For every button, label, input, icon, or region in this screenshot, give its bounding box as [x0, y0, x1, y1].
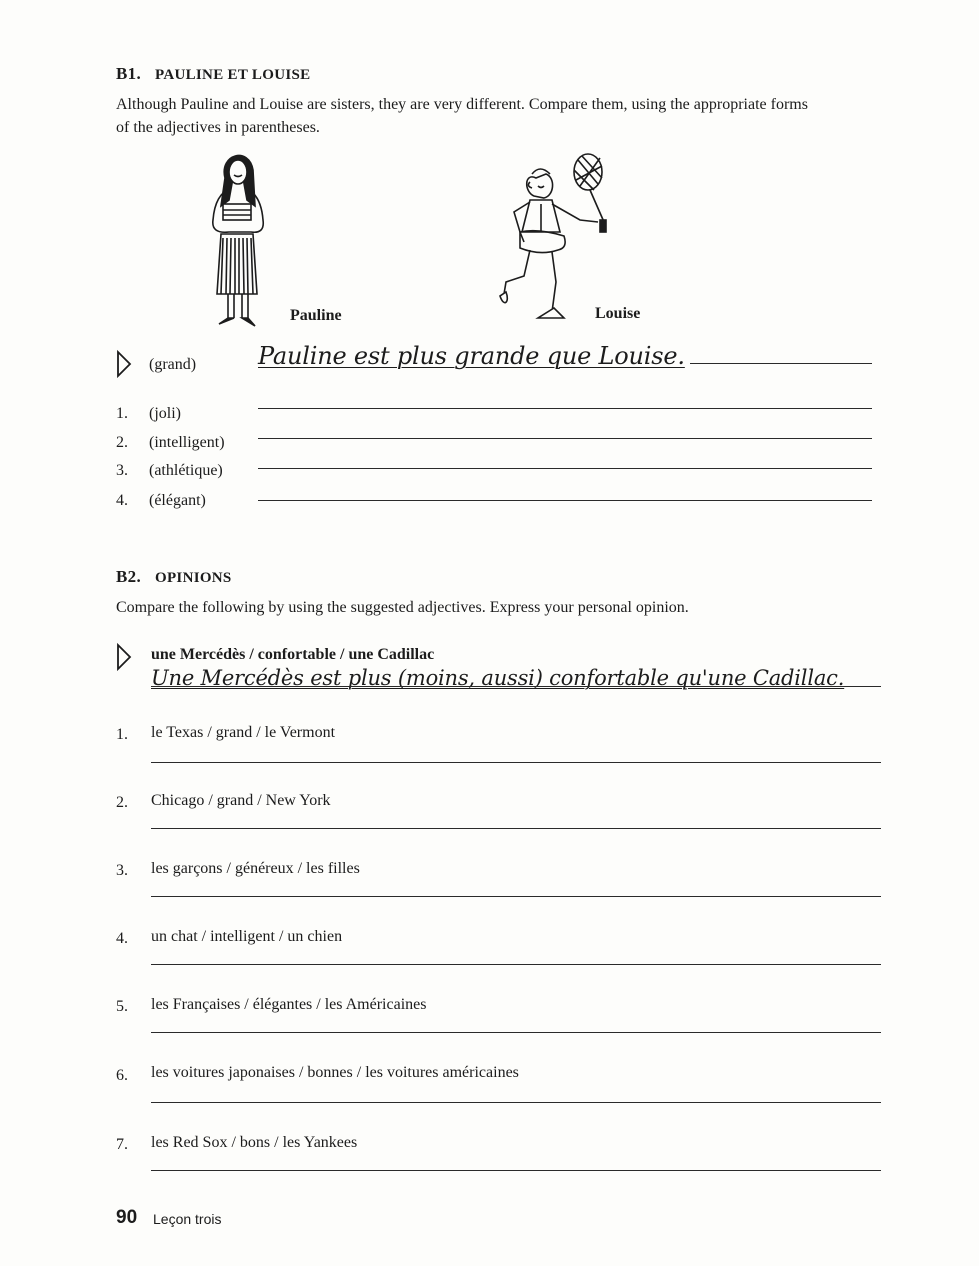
- b2-item-6-answer-line[interactable]: [151, 1102, 881, 1103]
- b2-item-4-prompt: un chat / intelligent / un chien: [151, 928, 343, 945]
- b1-heading: [116, 64, 310, 84]
- b2-item-5-answer-line[interactable]: [151, 1032, 881, 1033]
- b2-item-1-prompt: le Texas / grand / le Vermont: [151, 724, 336, 741]
- b2-item-6-prompt: les voitures japonaises / bonnes / les voitures américaines: [151, 1064, 519, 1081]
- b2-example-answer: Une Mercédès est plus (moins, aussi) confortable qu'une Cadillac.: [151, 666, 845, 690]
- b1-item-3-prompt: (athlétique): [149, 462, 223, 479]
- b2-item-2-answer-line[interactable]: [151, 828, 881, 829]
- b1-item-2-answer-line[interactable]: [258, 438, 872, 439]
- b1-item-3-answer-line[interactable]: [258, 468, 872, 469]
- b2-example-arrow-icon: [116, 643, 132, 671]
- example-arrow-icon: [116, 350, 132, 378]
- b2-example-prompt: une Mercédès / confortable / une Cadillac: [151, 646, 435, 663]
- louise-illustration: [494, 152, 624, 328]
- b2-item-3-prompt: les garçons / généreux / les filles: [151, 860, 360, 877]
- b1-item-1-prompt: (joli): [149, 405, 181, 422]
- b1-instructions: Although Pauline and Louise are sisters, they are very different. Compare them, using the appropriate forms of the adjectives in parentheses.: [116, 96, 808, 136]
- page-number: 90: [116, 1207, 138, 1228]
- b2-item-2-prompt: Chicago / grand / New York: [151, 792, 331, 809]
- b1-title: PAULINE ET LOUISE: [155, 67, 311, 83]
- b1-item-4-prompt: (élégant): [149, 492, 206, 509]
- b2-item-2-number: 2.: [116, 794, 128, 811]
- b1-example-answer: Pauline est plus grande que Louise.: [258, 342, 685, 370]
- b1-item-4-answer-line[interactable]: [258, 500, 872, 501]
- b2-item-3-number: 3.: [116, 862, 128, 879]
- b1-item-1-number: 1.: [116, 405, 128, 422]
- b1-example-line: [690, 363, 872, 364]
- pauline-illustration: [195, 148, 285, 330]
- b1-example-prompt: (grand): [149, 356, 197, 373]
- b2-item-6-number: 6.: [116, 1067, 128, 1084]
- b2-item-5-number: 5.: [116, 998, 128, 1015]
- b2-title: OPINIONS: [155, 570, 232, 586]
- b2-example-line: [151, 686, 881, 687]
- b2-instructions: Compare the following by using the suggested adjectives. Express your personal opinion.: [116, 599, 689, 616]
- b2-heading: [116, 567, 232, 587]
- b2-item-7-number: 7.: [116, 1136, 128, 1153]
- b2-item-7-prompt: les Red Sox / bons / les Yankees: [151, 1134, 358, 1151]
- lesson-label: Leçon trois: [153, 1211, 222, 1227]
- b2-item-3-answer-line[interactable]: [151, 896, 881, 897]
- b1-item-2-number: 2.: [116, 434, 128, 451]
- b2-item-4-number: 4.: [116, 930, 128, 947]
- b2-item-7-answer-line[interactable]: [151, 1170, 881, 1171]
- pauline-caption: Pauline: [290, 307, 342, 324]
- b2-item-5-prompt: les Françaises / élégantes / les Américaines: [151, 996, 427, 1013]
- b1-item-3-number: 3.: [116, 462, 128, 479]
- b1-item-1-answer-line[interactable]: [258, 408, 872, 409]
- b2-item-1-answer-line[interactable]: [151, 762, 881, 763]
- b2-item-1-number: 1.: [116, 726, 128, 743]
- b1-item-2-prompt: (intelligent): [149, 434, 225, 451]
- b2-code: B2.: [116, 567, 141, 586]
- louise-caption: Louise: [595, 305, 641, 322]
- b2-item-4-answer-line[interactable]: [151, 964, 881, 965]
- b1-item-4-number: 4.: [116, 492, 128, 509]
- b1-code: B1.: [116, 64, 141, 83]
